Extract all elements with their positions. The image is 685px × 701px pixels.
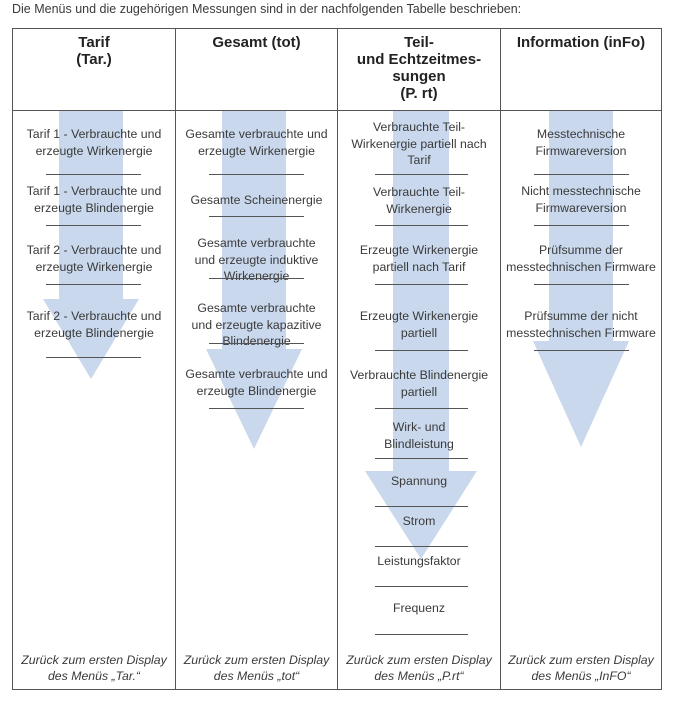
menu-entry-line: Gesamte verbrauchte und — [185, 367, 328, 381]
entry-divider — [534, 174, 629, 175]
column-tarif — [13, 29, 175, 689]
menu-entry-line: Tarif 1 - Verbrauchte und — [26, 127, 162, 141]
entry-divider — [375, 408, 468, 409]
column-footer-gesamt — [176, 652, 337, 684]
column-footer-information — [501, 652, 661, 684]
menu-entry — [340, 553, 498, 570]
menu-entry-line: messtechnischen Firmware — [506, 259, 656, 274]
menu-entry-line: Prüfsumme der nicht — [524, 309, 638, 323]
column-title-line: (P. rt) — [400, 85, 438, 102]
menu-entry-line: messtechnischen Firmware — [506, 325, 656, 340]
menu-entry-line: erzeugte Wirkenergie — [35, 143, 153, 158]
entry-divider — [375, 546, 468, 547]
column-information — [500, 29, 661, 689]
intro-text: Die Menüs und die zugehörigen Messungen sind in der nachfolgenden Tabelle beschrieben: — [12, 2, 522, 16]
entry-divider — [209, 174, 304, 175]
menu-entry-line: partiell nach Tarif — [372, 259, 466, 274]
column-title-line: sungen — [392, 68, 446, 85]
menu-entry-line: partiell — [400, 325, 438, 340]
menu-entry — [178, 192, 335, 209]
menu-entry-line: Wirkenergie — [386, 201, 452, 216]
menu-entry-line: Erzeugte Wirkenergie — [359, 243, 479, 257]
footer-line: Zurück zum ersten Display — [508, 653, 654, 667]
menu-entry — [340, 242, 498, 275]
column-footer-teil-echtzeit — [338, 652, 500, 684]
menu-table — [12, 28, 662, 690]
menu-entry-line: Nicht messtechnische — [521, 184, 641, 198]
column-title-line: Gesamt (tot) — [212, 34, 301, 51]
menu-entry-line: Blindleistung — [384, 436, 454, 451]
menu-entry — [503, 308, 659, 341]
menu-entry — [340, 367, 498, 400]
footer-line: des Menüs „InFO“ — [531, 669, 631, 683]
menu-entry-line: Tarif 2 - Verbrauchte und — [26, 309, 162, 323]
entry-divider — [375, 284, 468, 285]
menu-entry-line: erzeugte Blindenergie — [34, 325, 154, 340]
menu-entry — [340, 419, 498, 452]
entry-divider — [46, 357, 141, 358]
column-footer-tarif — [13, 652, 175, 684]
menu-entry-line: erzeugte Blindenergie — [196, 383, 317, 398]
entry-divider — [534, 350, 629, 351]
menu-entry-line: Gesamte verbrauchte — [197, 236, 316, 250]
menu-entry — [15, 242, 173, 275]
menu-entry — [15, 308, 173, 341]
menu-entry-line: erzeugte Blindenergie — [34, 200, 154, 215]
flow-arrow-shape — [533, 111, 629, 447]
entry-divider — [375, 225, 468, 226]
footer-line: Zurück zum ersten Display — [183, 653, 330, 667]
menu-entry-line: Frequenz — [393, 601, 445, 615]
entry-divider — [375, 506, 468, 507]
menu-entry — [503, 242, 659, 275]
entry-divider — [534, 225, 629, 226]
column-header-tarif — [13, 29, 175, 111]
menu-entry — [15, 126, 173, 159]
menu-entry-line: Firmwareversion — [535, 143, 627, 158]
menu-entry-line: partiell — [400, 384, 438, 399]
column-title-line: Information (inFo) — [516, 34, 646, 51]
column-title-line: und Echtzeitmes- — [356, 51, 482, 68]
footer-line: des Menüs „P.rt“ — [374, 669, 464, 683]
entry-divider — [375, 174, 468, 175]
menu-entry-line: Leistungsfaktor — [377, 554, 461, 568]
menu-entry-line: erzeugte Wirkenergie — [198, 143, 315, 158]
entry-divider — [375, 458, 468, 459]
menu-entry-line: Firmwareversion — [535, 200, 627, 215]
menu-entry-line: Strom — [402, 514, 436, 528]
menu-entry — [340, 600, 498, 617]
entry-divider — [375, 634, 468, 635]
entry-divider — [375, 350, 468, 351]
menu-entry — [178, 366, 335, 399]
footer-line: Zurück zum ersten Display — [21, 653, 167, 667]
menu-entry-line: Tarif — [407, 153, 431, 167]
entry-divider — [209, 216, 304, 217]
menu-entry — [340, 513, 498, 530]
menu-entry-line: Gesamte Scheinenergie — [190, 193, 323, 207]
column-title-line: (Tar.) — [76, 51, 112, 68]
entry-divider — [534, 284, 629, 285]
menu-entry — [340, 308, 498, 341]
menu-entry-line: Gesamte verbrauchte — [197, 301, 316, 315]
menu-entry-line: erzeugte Wirkenergie — [35, 259, 153, 274]
footer-line: des Menüs „tot“ — [213, 669, 300, 683]
menu-entry-line: Prüfsumme der — [538, 243, 624, 257]
column-title-line: Teil- — [404, 34, 434, 51]
menu-entry — [15, 183, 173, 216]
entry-divider — [209, 408, 304, 409]
entry-divider — [46, 174, 141, 175]
entry-divider — [46, 225, 141, 226]
column-teil-echtzeit — [337, 29, 500, 689]
column-header-gesamt — [176, 29, 337, 111]
entry-divider — [46, 284, 141, 285]
menu-entry — [340, 473, 498, 490]
menu-entry-line: Wirkenergie partiell nach — [351, 136, 487, 151]
menu-entry — [178, 126, 335, 159]
entry-divider — [375, 586, 468, 587]
menu-entry-line: Wirk- und — [392, 420, 446, 434]
menu-entry — [503, 183, 659, 216]
menu-entry-line: und erzeugte kapazitive — [191, 317, 322, 332]
menu-entry-line: Messtechnische — [536, 127, 626, 141]
column-header-teil-echtzeit — [338, 29, 500, 111]
menu-entry-line: Verbrauchte Teil- — [372, 185, 466, 199]
menu-entry-line: Tarif 2 - Verbrauchte und — [26, 243, 162, 257]
column-header-information — [501, 29, 661, 111]
menu-entry-line: Verbrauchte Blindenergie — [349, 368, 489, 382]
menu-entry-line: Erzeugte Wirkenergie — [359, 309, 479, 323]
menu-entry — [503, 126, 659, 159]
footer-line: Zurück zum ersten Display — [346, 653, 492, 667]
entry-divider — [209, 343, 304, 344]
column-gesamt — [175, 29, 337, 689]
menu-entry-line: Blindenergie — [222, 334, 291, 348]
menu-entry-line: und erzeugte induktive — [194, 252, 319, 267]
entry-divider — [209, 278, 304, 279]
menu-entry — [340, 119, 498, 169]
menu-entry-line: Tarif 1 - Verbrauchte und — [26, 184, 162, 198]
footer-line: des Menüs „Tar.“ — [47, 669, 141, 683]
menu-entry — [340, 184, 498, 217]
menu-entry-line: Verbrauchte Teil- — [372, 120, 466, 134]
menu-entry-line: Wirkenergie — [223, 269, 290, 283]
menu-entry-line: Gesamte verbrauchte und — [185, 127, 328, 141]
column-title-line: Tarif — [78, 34, 110, 51]
menu-entry-line: Spannung — [390, 474, 448, 488]
